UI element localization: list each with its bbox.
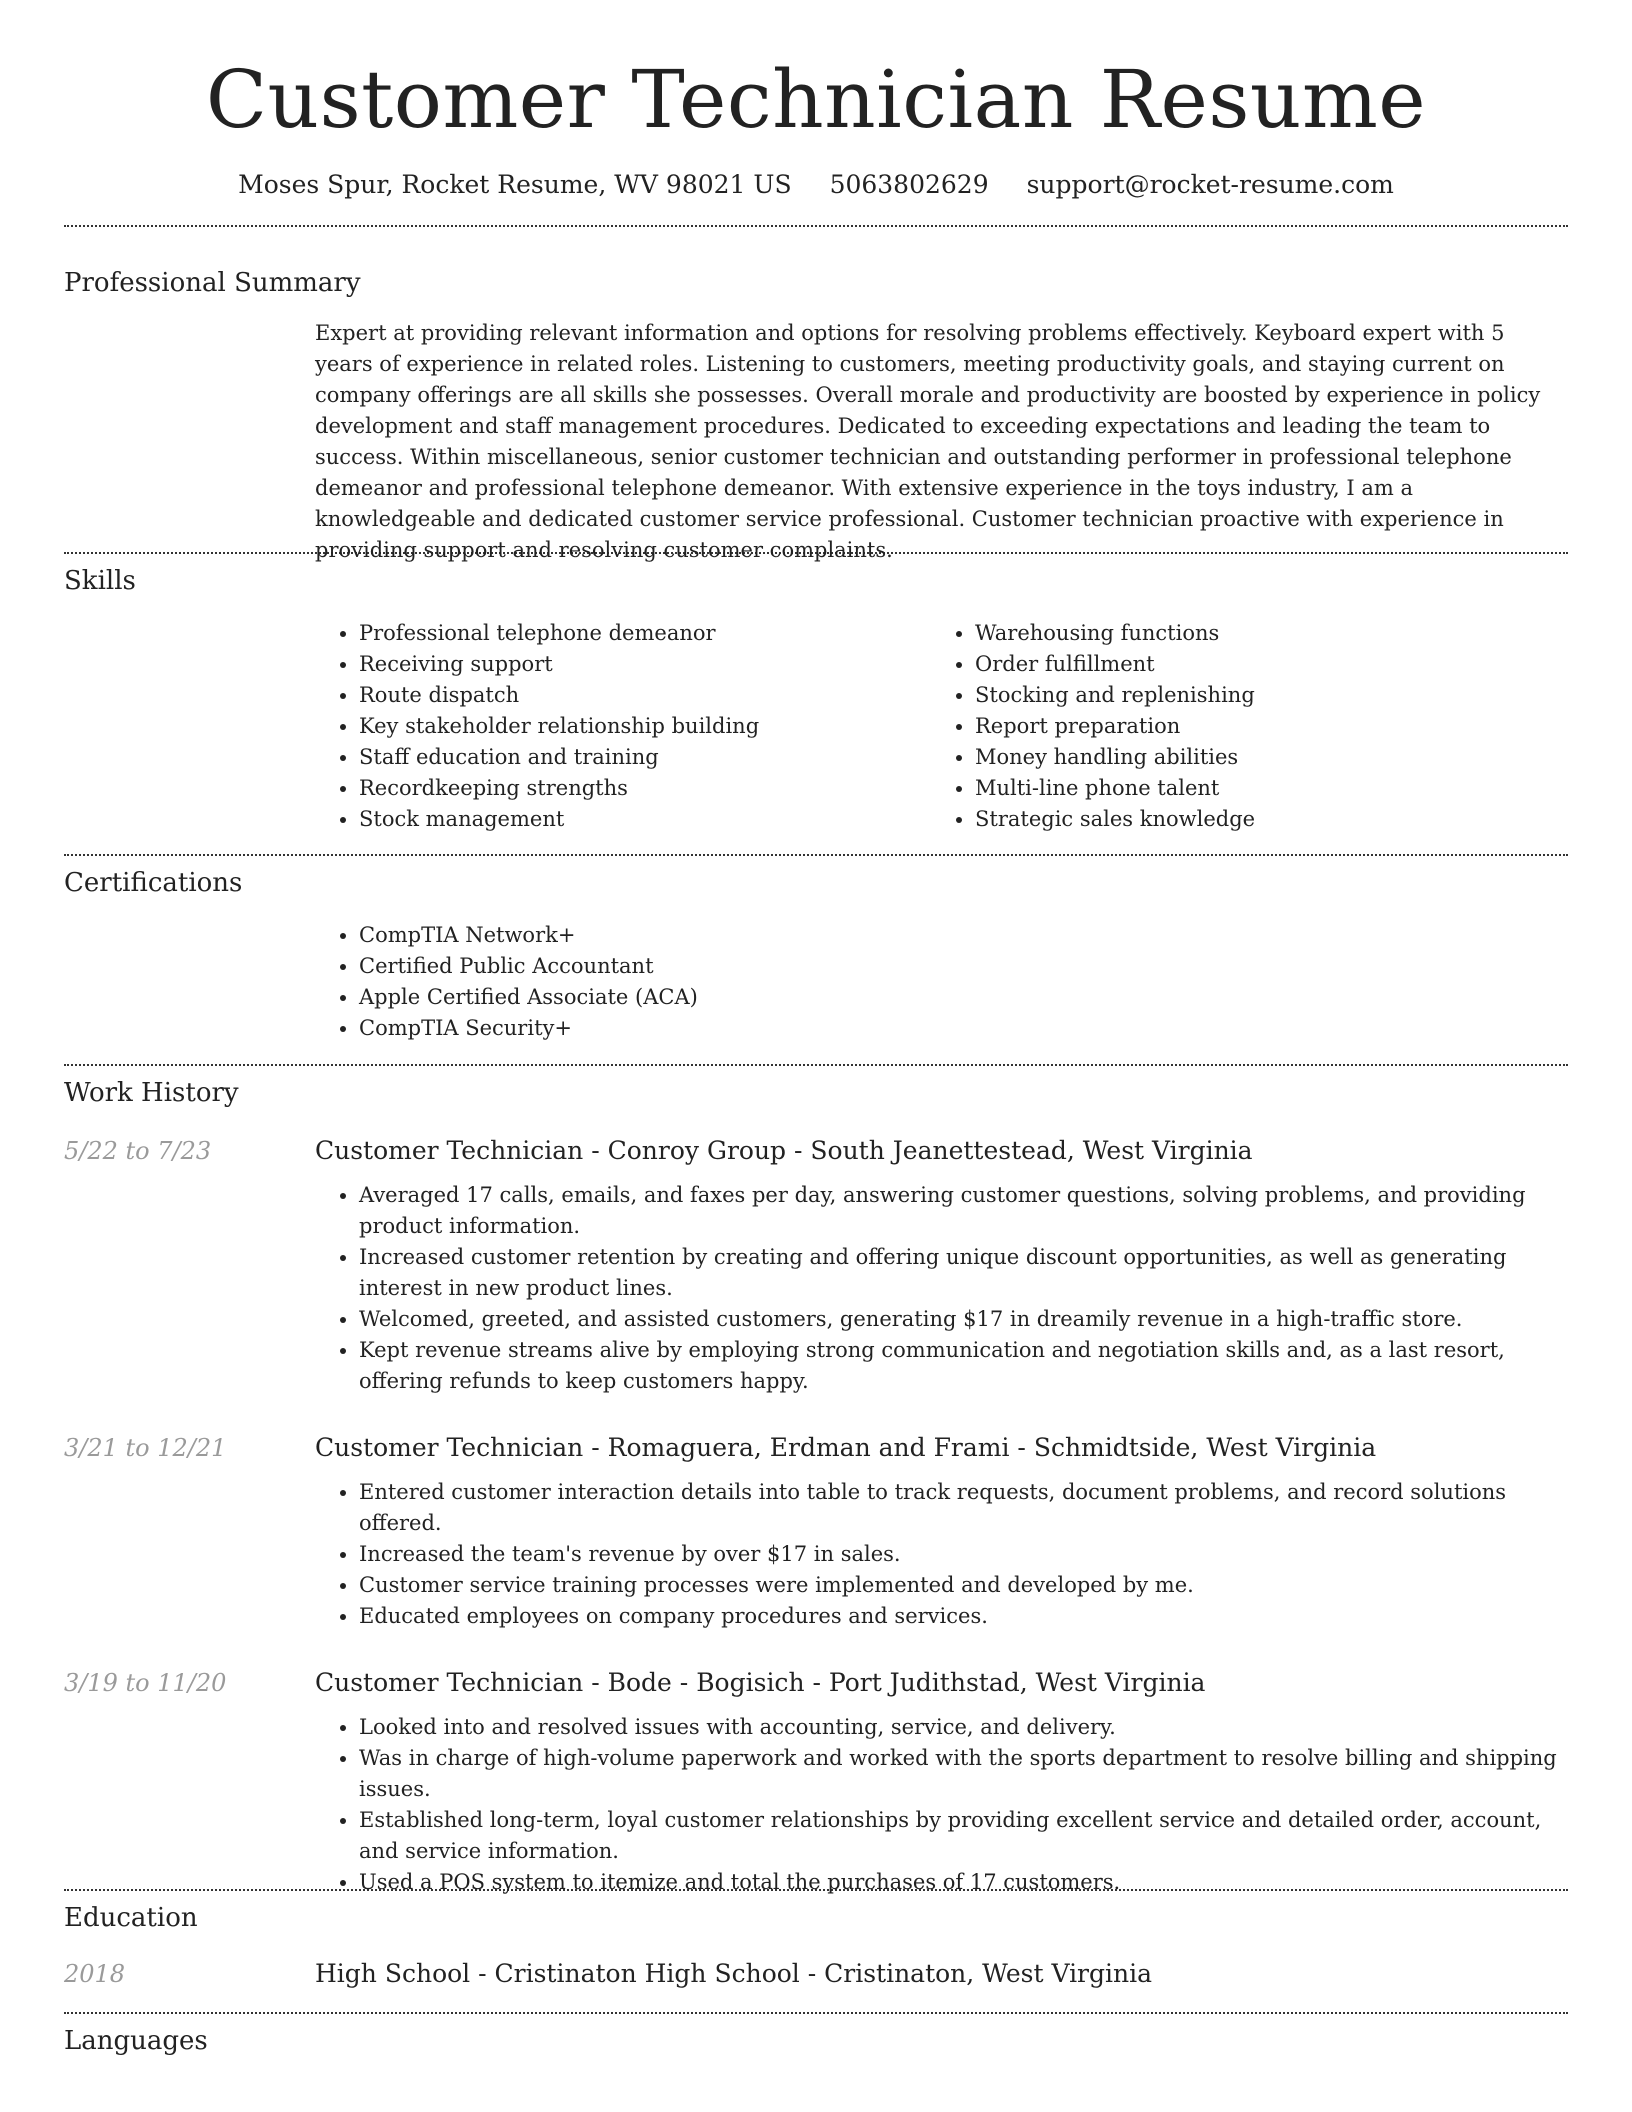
list-item: • Used a POS system to itemize and total the purchases of 17 customers. (359, 1867, 1568, 1898)
list-item: • Key stakeholder relationship building (359, 711, 931, 742)
education-date: 2018 (64, 1960, 126, 1988)
resume-title: Customer Technician Resume (205, 53, 1427, 146)
skills-grid (315, 618, 1568, 835)
list-item: • Welcomed, greeted, and assisted customers, generating $17 in dreamily revenue in a high-traffic store. (359, 1304, 1568, 1335)
list-item: • Established long-term, loyal customer relationships by providing excellent service and detailed order, account, and service information. (359, 1805, 1568, 1867)
job-bullets (315, 1477, 1568, 1632)
list-item: • CompTIA Network+ (359, 920, 1568, 951)
languages-section (64, 2014, 1568, 2058)
list-item: • Stock management (359, 804, 931, 835)
list-item: • Customer service training processes were implemented and developed by me. (359, 1570, 1568, 1601)
certifications-list (315, 920, 1568, 1044)
education-body (315, 1957, 1568, 1991)
job-body (315, 1134, 1568, 1397)
work-history-section (64, 1066, 1568, 1894)
summary-text: Expert at providing relevant information and options for resolving problems effectively. Keyboard expert with 5 years of experience in related roles. Listening to customers, meeting productivity goals, and staying current on company offerings are all skills she possesses. Overall morale and productivity are boosted by experience in policy development and staff management procedures. Dedicated to exceeding expectations and leading the team to success. Within miscellaneous, senior customer technician and outstanding performer in professional telephone demeanor and professional telephone demeanor. With extensive experience in the toys industry, I am a knowledgeable and dedicated customer service professional. Customer technician proactive with experience in providing support and resolving customer complaints. (315, 321, 1541, 562)
skills-list-left (315, 618, 931, 835)
list-item: • Route dispatch (359, 680, 931, 711)
list-item: • Averaged 17 calls, emails, and faxes per day, answering customer questions, solving problems, and providing product information. (359, 1180, 1568, 1242)
list-item: • Strategic sales knowledge (975, 804, 1547, 835)
job-title: Customer Technician - Romaguera, Erdman and Frami - Schmidtside, West Virginia (315, 1433, 1377, 1462)
job-body (315, 1666, 1568, 1898)
skills-heading: Skills (64, 566, 136, 596)
job-bullets (315, 1712, 1568, 1898)
contact-email: support@rocket-resume.com (1026, 170, 1394, 199)
skills-column-right (931, 618, 1547, 835)
list-item: • Increased the team's revenue by over $17 in sales. (359, 1539, 1568, 1570)
contact-line (64, 168, 1568, 202)
list-item: • CompTIA Security+ (359, 1013, 1568, 1044)
job-date: 3/21 to 12/21 (64, 1434, 227, 1462)
list-item: • Educated employees on company procedures and services. (359, 1601, 1568, 1632)
job-title: Customer Technician - Conroy Group - South Jeanettestead, West Virginia (315, 1136, 1253, 1165)
work-history-heading: Work History (64, 1078, 239, 1108)
list-item: • Report preparation (975, 711, 1547, 742)
job-body (315, 1431, 1568, 1632)
list-item: • Warehousing functions (975, 618, 1547, 649)
list-item: • Money handling abilities (975, 742, 1547, 773)
job-entry (64, 1666, 1568, 1898)
list-item: • Looked into and resolved issues with accounting, service, and delivery. (359, 1712, 1568, 1743)
contact-address: Moses Spur, Rocket Resume, WV 98021 US (238, 170, 792, 199)
list-item: • Certified Public Accountant (359, 951, 1568, 982)
summary-content (315, 318, 1568, 566)
list-item: • Increased customer retention by creating and offering unique discount opportunities, as well as generating interest in new product lines. (359, 1242, 1568, 1304)
list-item: • Apple Certified Associate (ACA) (359, 982, 1568, 1013)
list-item: • Entered customer interaction details into table to track requests, document problems, and record solutions offered. (359, 1477, 1568, 1539)
list-item: • Staff education and training (359, 742, 931, 773)
summary-section (64, 227, 1568, 562)
education-entry (64, 1957, 1568, 1991)
job-date: 3/19 to 11/20 (64, 1669, 227, 1697)
list-item: • Receiving support (359, 649, 931, 680)
certifications-heading: Certifications (64, 868, 243, 898)
job-title: Customer Technician - Bode - Bogisich - Port Judithstad, West Virginia (315, 1668, 1206, 1697)
skills-column-left (315, 618, 931, 835)
list-item: • Stocking and replenishing (975, 680, 1547, 711)
summary-heading: Professional Summary (64, 268, 361, 298)
skills-section (64, 554, 1568, 854)
certifications-section (64, 856, 1568, 1064)
list-item: • Multi-line phone talent (975, 773, 1547, 804)
job-entry (64, 1134, 1568, 1397)
list-item: • Order fulfillment (975, 649, 1547, 680)
list-item: • Professional telephone demeanor (359, 618, 931, 649)
job-entry (64, 1431, 1568, 1632)
list-item: • Recordkeeping strengths (359, 773, 931, 804)
list-item: • Kept revenue streams alive by employing strong communication and negotiation skills and, as a last resort, offering refunds to keep customers happy. (359, 1335, 1568, 1397)
skills-list-right (931, 618, 1547, 835)
job-date: 5/22 to 7/23 (64, 1137, 212, 1165)
contact-phone: 5063802629 (829, 170, 989, 199)
education-title: High School - Cristinaton High School - Cristinaton, West Virginia (315, 1959, 1153, 1988)
certifications-content (315, 920, 1568, 1044)
education-section (64, 1891, 1568, 2012)
education-heading: Education (64, 1903, 198, 1933)
languages-heading: Languages (64, 2026, 208, 2056)
job-bullets (315, 1180, 1568, 1397)
list-item: • Was in charge of high-volume paperwork and worked with the sports department to resolve billing and shipping issues. (359, 1743, 1568, 1805)
